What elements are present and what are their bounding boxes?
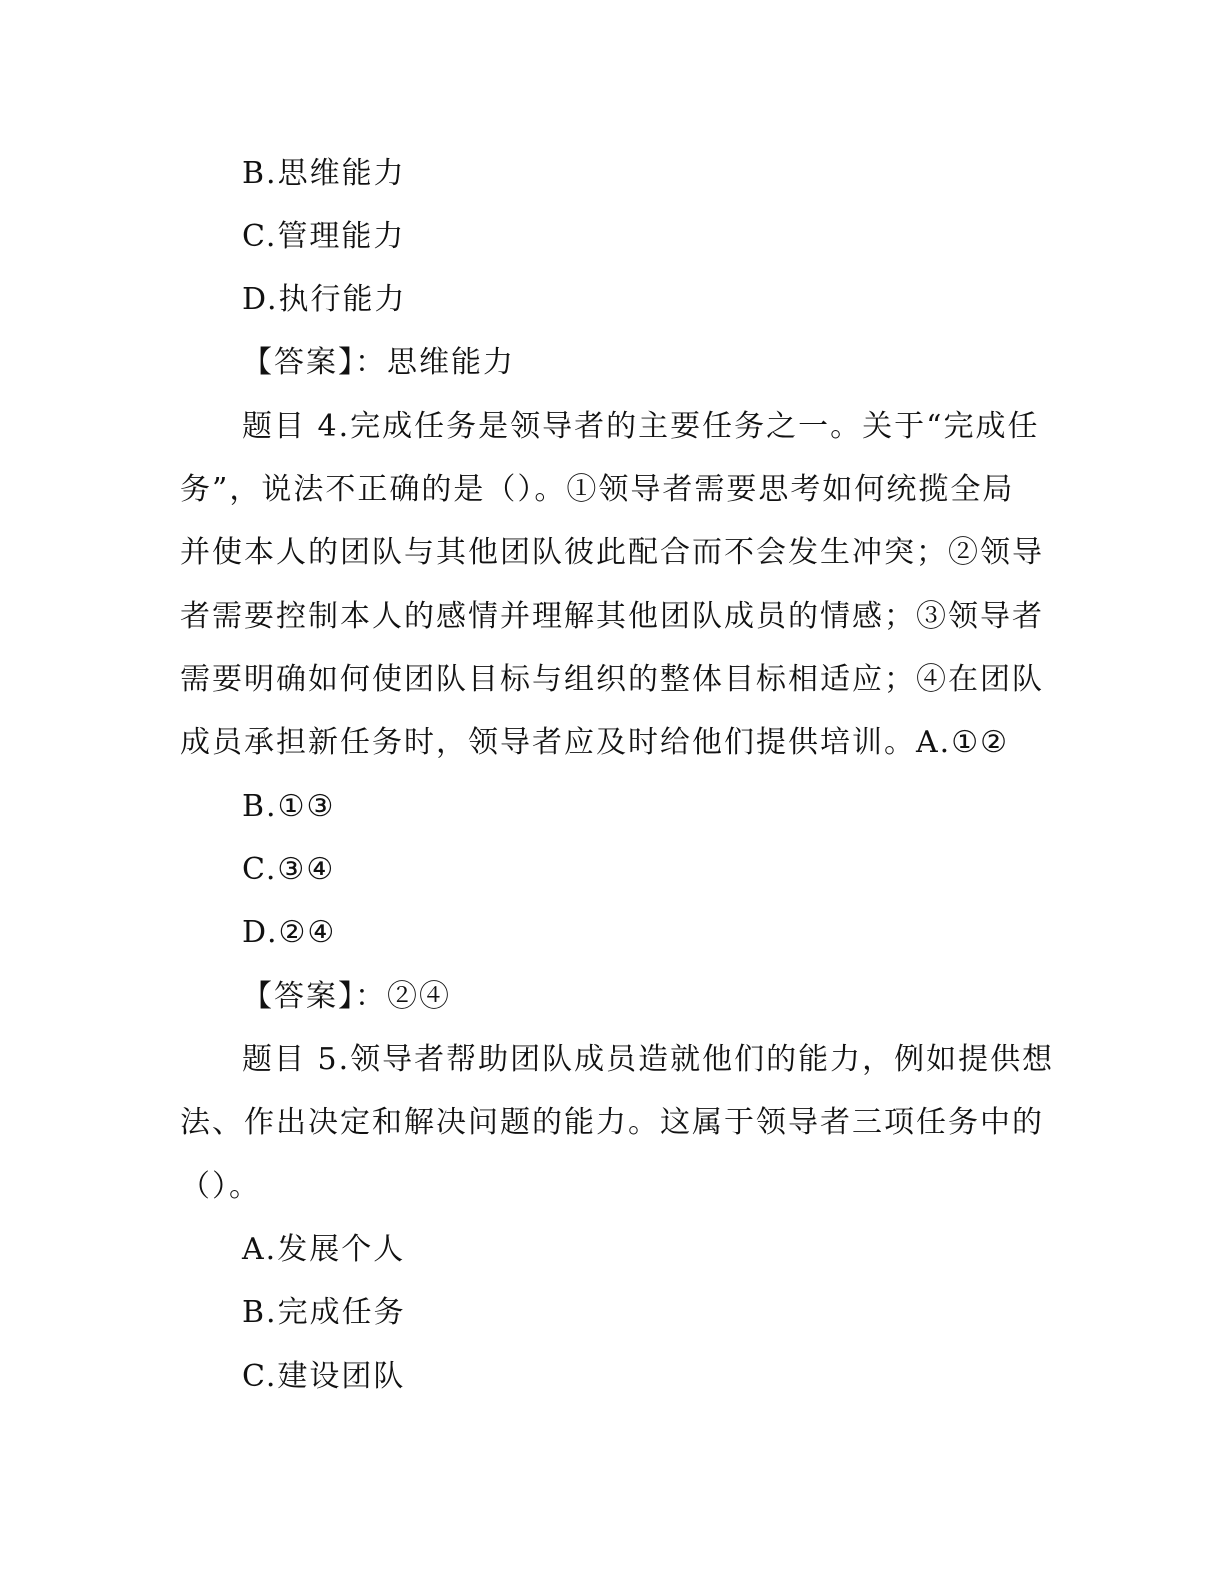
question-4-line-1: 题目 4.完成任务是领导者的主要任务之一。关于“完成任 — [242, 409, 1040, 444]
question-4-option-b: B.①③ — [242, 789, 336, 824]
question-4-line-3: 并使本人的团队与其他团队彼此配合而不会发生冲突；②领导 — [180, 535, 1044, 570]
question-4-line-6: 成员承担新任务时，领导者应及时给他们提供培训。A.①② — [180, 725, 1009, 760]
question-4-option-c: C.③④ — [242, 852, 336, 887]
answer-question-4: 【答案】：②④ — [242, 979, 451, 1014]
question-5-option-b: B.完成任务 — [242, 1295, 406, 1330]
option-c-management-ability: C.管理能力 — [242, 219, 406, 254]
question-4-line-4: 者需要控制本人的感情并理解其他团队成员的情感；③领导者 — [180, 599, 1044, 634]
question-5-option-a: A.发展个人 — [242, 1232, 406, 1267]
question-4-line-2: 务”，说法不正确的是（）。①领导者需要思考如何统揽全局 — [180, 472, 1015, 507]
option-b-thinking-ability: B.思维能力 — [242, 156, 406, 191]
question-5-line-3: （）。 — [180, 1169, 261, 1204]
question-5-line-2: 法、作出决定和解决问题的能力。这属于领导者三项任务中的 — [180, 1105, 1044, 1140]
question-5-option-c: C.建设团队 — [242, 1359, 406, 1394]
question-4-line-5: 需要明确如何使团队目标与组织的整体目标相适应；④在团队 — [180, 662, 1044, 697]
question-5-line-1: 题目 5.领导者帮助团队成员造就他们的能力，例如提供想 — [242, 1042, 1055, 1077]
option-d-execution-ability: D.执行能力 — [242, 282, 407, 317]
answer-question-3: 【答案】：思维能力 — [242, 345, 515, 380]
question-4-option-d: D.②④ — [242, 915, 337, 950]
